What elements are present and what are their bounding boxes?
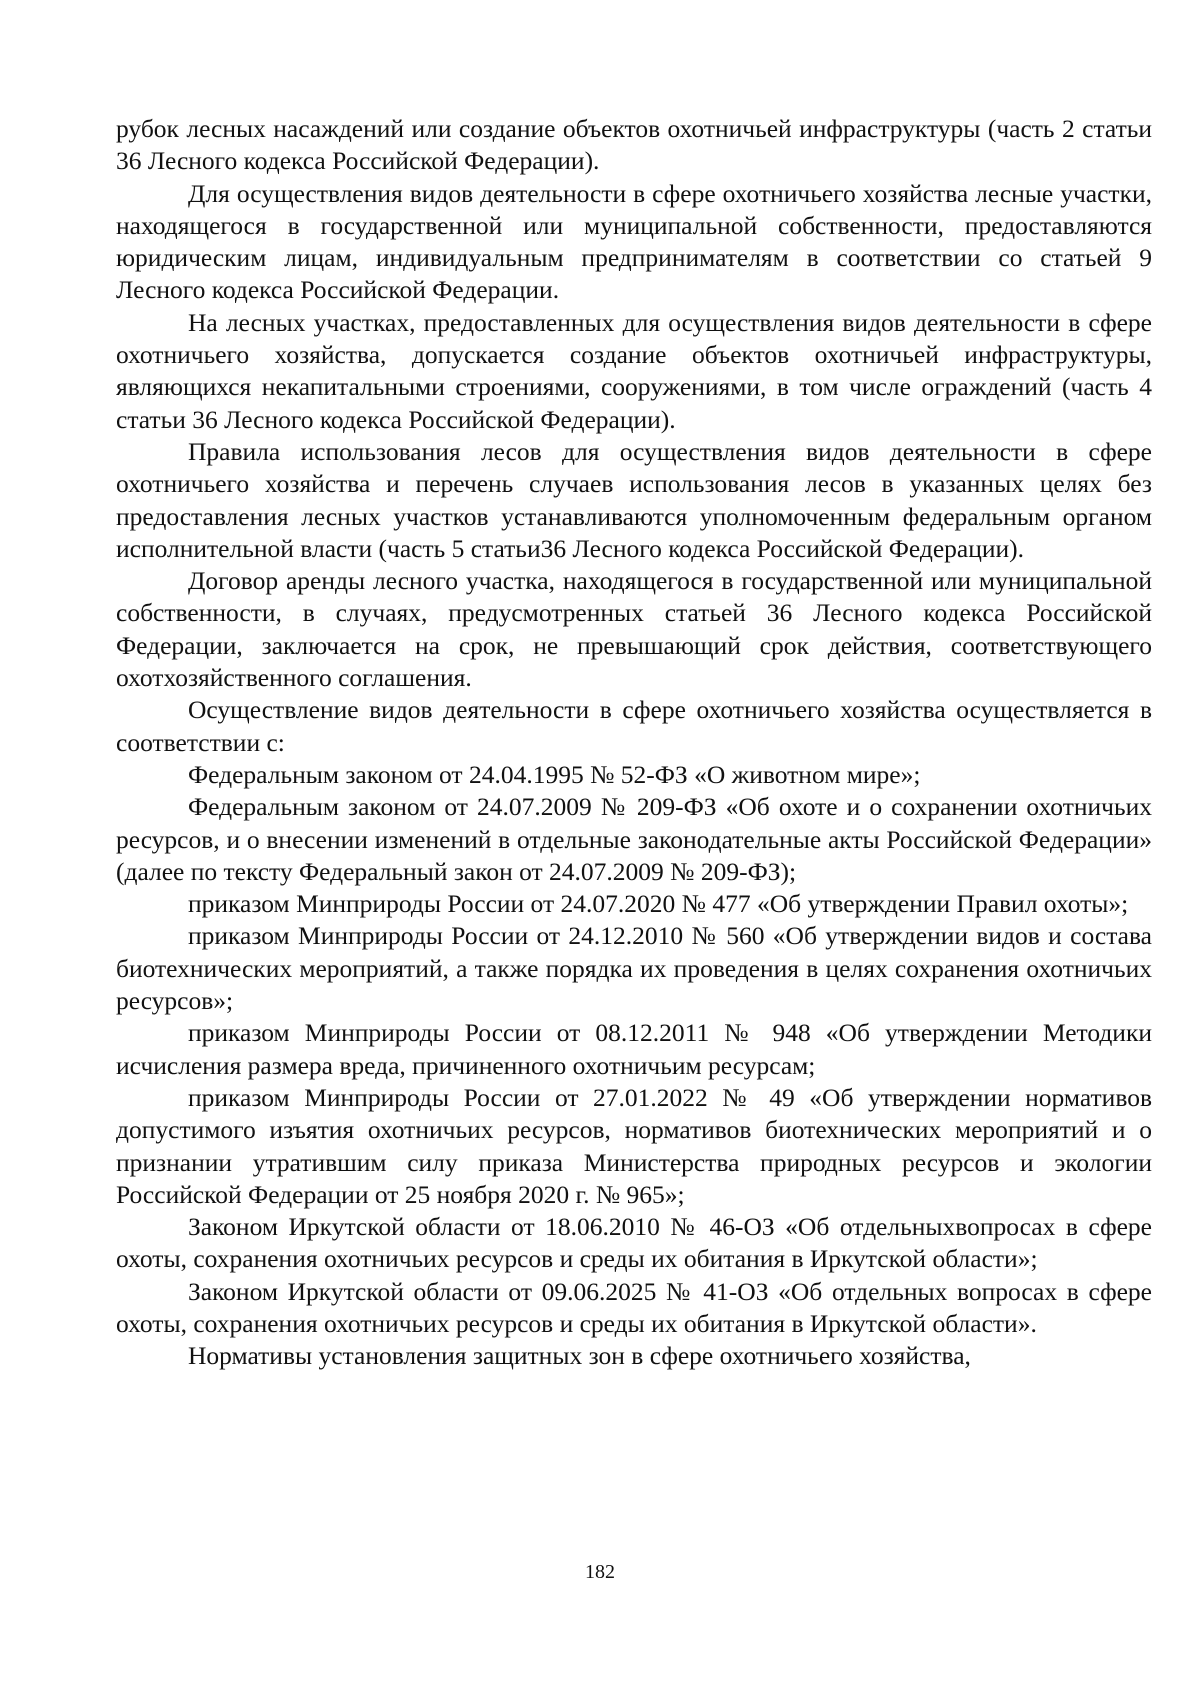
paragraph-14: Законом Иркутской области от 09.06.2025 № 41-ОЗ «Об отдельных вопросах в сфере охоты, сохранения охотничьих ресурсов и среды их обитания в Иркутской области». [116, 1276, 1152, 1338]
paragraph-8: Федеральным законом от 24.07.2009 № 209-ФЗ «Об охоте и о сохранении охотничьих ресурсов, и о внесении изменений в отдельные законодательные акты Российской Федерации» (далее по тексту Федеральный закон от 24.07.2009 № 209-ФЗ); [116, 792, 1152, 886]
page-number: 182 [585, 1561, 615, 1583]
paragraph-12: приказом Минприроды России от 27.01.2022 № 49 «Об утверждении нормативов допустимого изъятия охотничьих ресурсов, нормативов биотехнических мероприятий и о признании утратившим силу приказа Министерства природных ресурсов и экологии Российской Федерации от 25 ноября 2020 г. № 965»; [116, 1082, 1152, 1209]
paragraph-10: приказом Минприроды России от 24.12.2010 № 560 «Об утверждении видов и состава биотехнических мероприятий, а также порядка их проведения в целях сохранения охотничьих ресурсов»; [116, 921, 1152, 1016]
paragraph-13: Законом Иркутской области от 18.06.2010 № 46-ОЗ «Об отдельныхвопросах в сфере охоты, сохранения охотничьих ресурсов и среды их обитания в Иркутской области»; [116, 1212, 1152, 1274]
paragraph-2: Для осуществления видов деятельности в сфере охотничьего хозяйства лесные участки, находящегося в государственной или муниципальной собственности, предоставляются юридическим лицам, индивидуальным предпринимателям в соответствии со статьей 9 Лесного кодекса Российской Федерации. [116, 178, 1152, 305]
paragraph-5: Договор аренды лесного участка, находящегося в государственной или муниципальной собственности, в случаях, предусмотренных статьей 36 Лесного кодекса Российской Федерации, заключается на срок, не превышающий срок действия, соответствующего охотхозяйственного соглашения. [116, 566, 1152, 693]
paragraph-9: приказом Минприроды России от 24.07.2020 № 477 «Об утверждении Правил охоты»; [188, 889, 1129, 919]
paragraph-7: Федеральным законом от 24.04.1995 № 52-ФЗ «О животном мире»; [188, 759, 921, 789]
paragraph-3: На лесных участках, предоставленных для осуществления видов деятельности в сфере охотничьего хозяйства, допускается создание объектов охотничьей инфраструктуры, являющихся некапитальными строениями, сооружениями, в том числе ограждений (часть 4 статьи 36 Лесного кодекса Российской Федерации). [116, 307, 1152, 434]
paragraph-1: рубок лесных насаждений или создание объектов охотничьей инфраструктуры (часть 2 статьи 36 Лесного кодекса Российской Федерации). [116, 114, 1152, 176]
paragraph-11: приказом Минприроды России от 08.12.2011 № 948 «Об утверждении Методики исчисления размера вреда, причиненного охотничьим ресурсам; [116, 1018, 1152, 1080]
paragraph-6: Осуществление видов деятельности в сфере охотничьего хозяйства осуществляется в соответствии с: [116, 695, 1152, 757]
paragraph-4: Правила использования лесов для осуществления видов деятельности в сфере охотничьего хозяйства и перечень случаев использования лесов в указанных целях без предоставления лесных участков устанавливаются уполномоченным федеральным органом исполнительной власти (часть 5 статьи36 Лесного кодекса Российской Федерации). [116, 436, 1152, 563]
document-body [116, 113, 1152, 1373]
paragraph-15: Нормативы установления защитных зон в сфере охотничьего хозяйства, [188, 1341, 971, 1371]
